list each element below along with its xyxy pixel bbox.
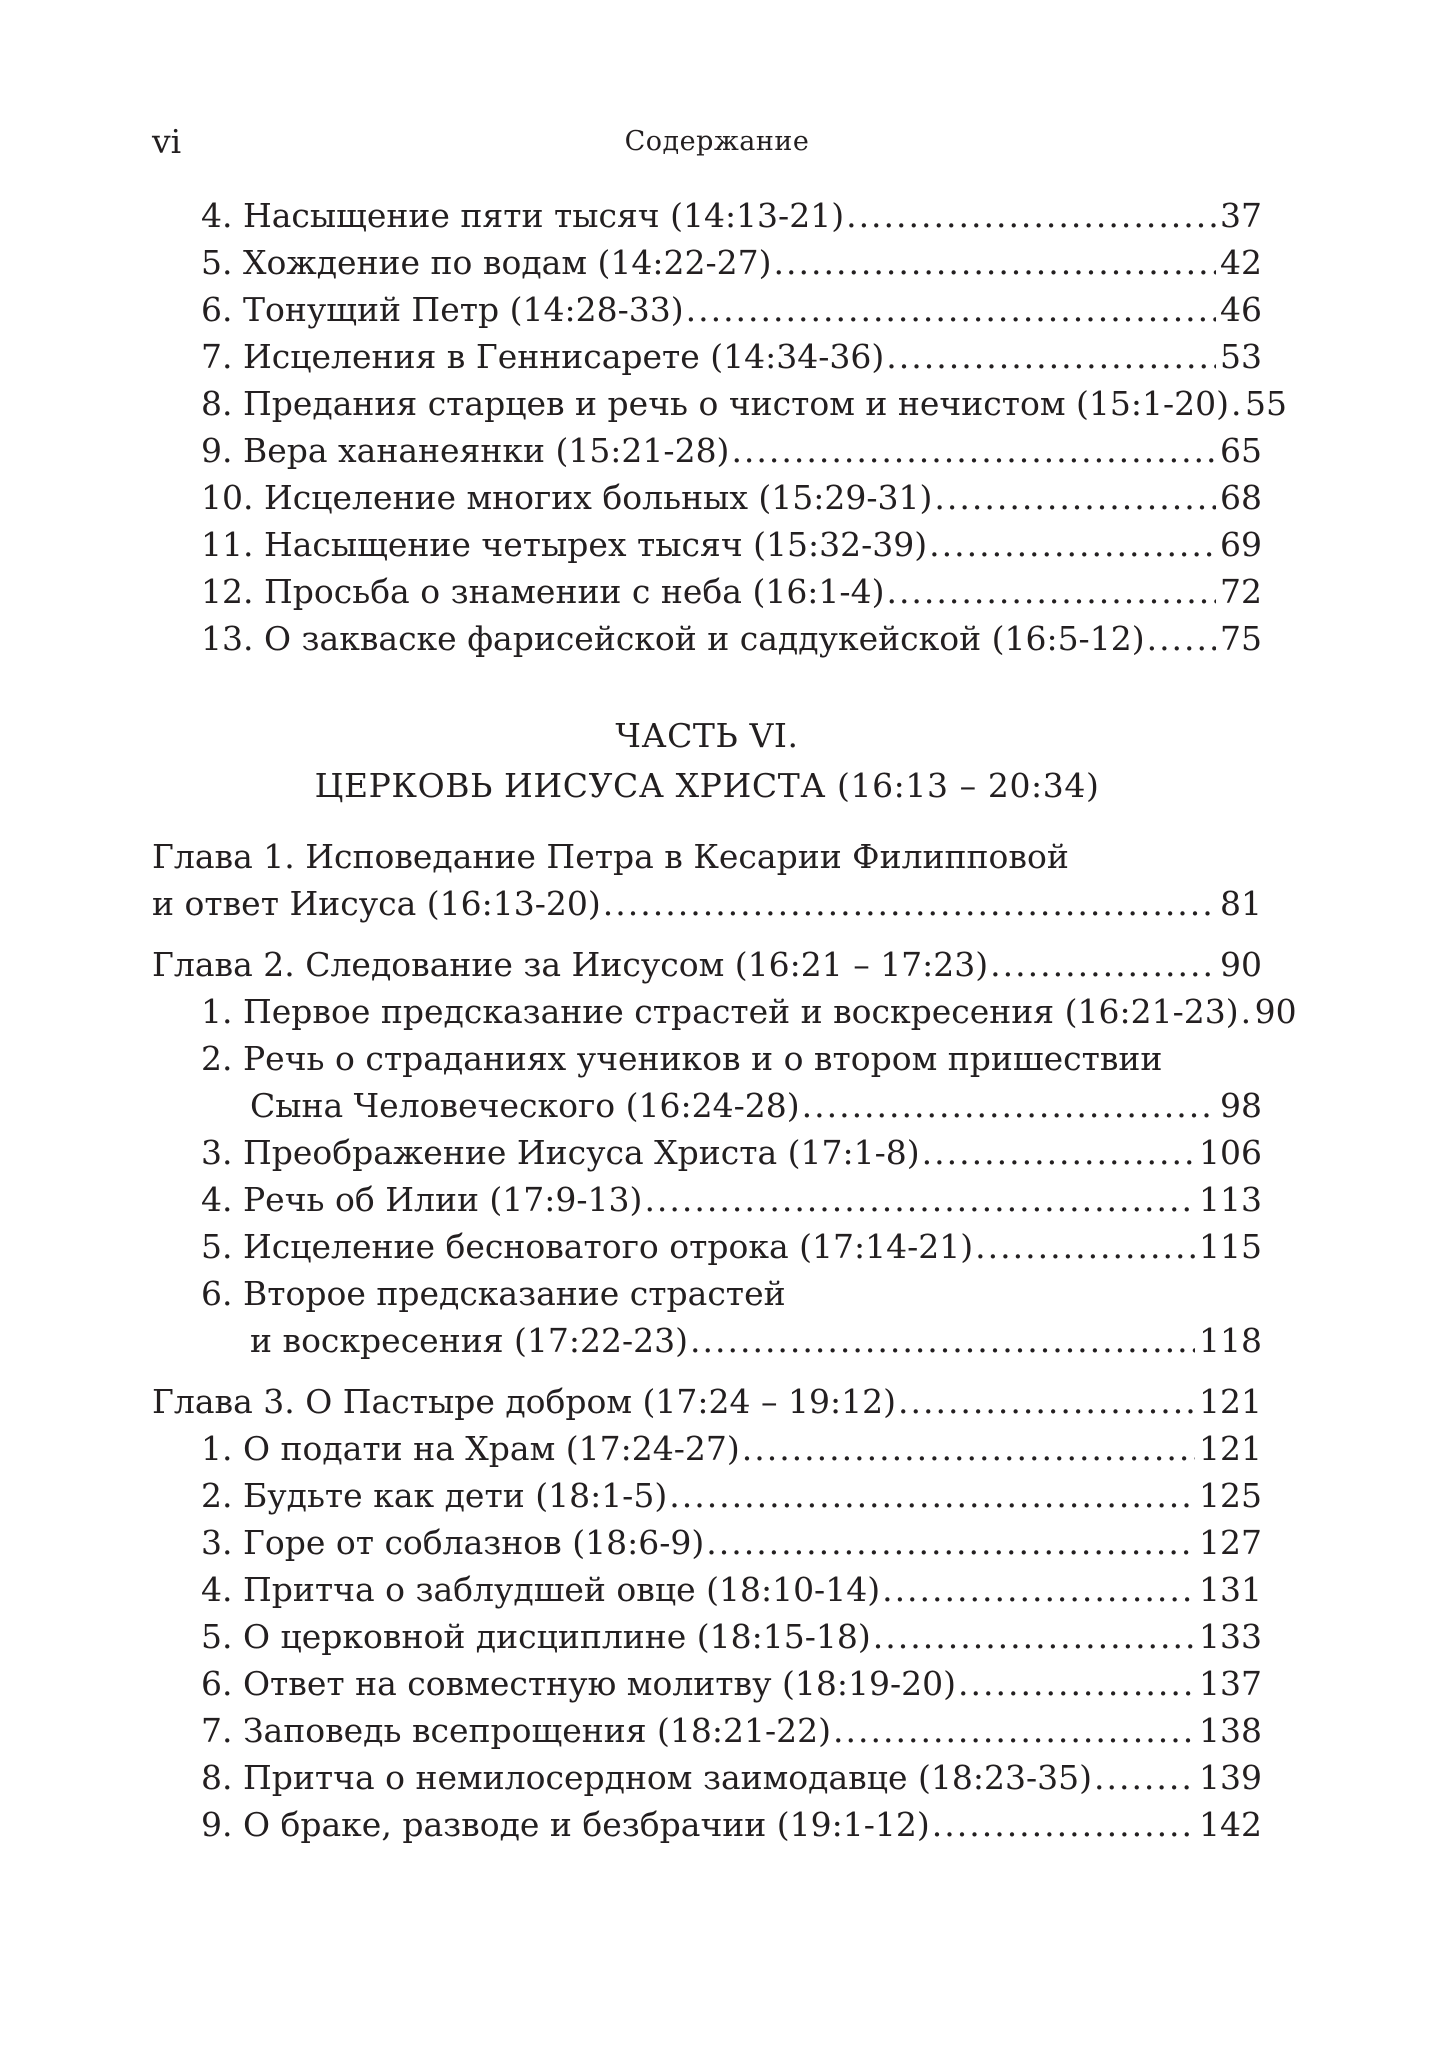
chapter-title: Глава 3. О Пастыре добром (17:24 – 19:12) — [152, 1382, 896, 1421]
dot-leader — [886, 568, 1216, 615]
part-title: ЦЕРКОВЬ ИИСУСА ХРИСТА (16:13 – 20:34) — [314, 766, 1100, 805]
dot-leader — [742, 1425, 1195, 1472]
entry-page: 106 — [1199, 1133, 1262, 1172]
toc-entry[interactable] — [152, 474, 1262, 521]
entry-title: 6. Ответ на совместную молитву (18:19-20) — [201, 1664, 957, 1703]
entry-title: 7. Исцеления в Геннисарете (14:34-36) — [201, 337, 885, 376]
chapter-title: Глава 2. Следование за Иисусом (16:21 – 17:23) — [152, 945, 989, 984]
entry-page: 55 — [1244, 384, 1287, 423]
toc-entry[interactable] — [152, 1801, 1262, 1848]
entry-page: 53 — [1220, 337, 1262, 376]
dot-leader — [1231, 380, 1241, 427]
toc-entry[interactable] — [152, 239, 1262, 286]
toc-entry[interactable] — [152, 192, 1262, 239]
toc-entry[interactable] — [152, 880, 1262, 927]
entry-page: 69 — [1220, 525, 1262, 564]
entry-page: 37 — [1220, 196, 1262, 235]
entry-title: 10. Исцеление многих больных (15:29-31) — [201, 478, 933, 517]
dot-leader — [1094, 1754, 1195, 1801]
dot-leader — [1147, 615, 1216, 662]
dot-leader — [774, 239, 1217, 286]
entry-title: Сына Человеческого (16:24-28) — [250, 1086, 800, 1125]
entry-page: 72 — [1220, 572, 1262, 611]
page-folio: vi — [152, 122, 182, 161]
entry-title: 4. Речь об Илии (17:9-13) — [201, 1180, 643, 1219]
entry-title: 3. Преображение Иисуса Христа (17:1-8) — [201, 1133, 920, 1172]
dot-leader — [833, 1707, 1195, 1754]
dot-leader — [882, 1566, 1195, 1613]
entry-title: и ответ Иисуса (16:13-20) — [152, 884, 601, 923]
chapter-entry[interactable] — [152, 1378, 1262, 1425]
dot-leader — [990, 941, 1216, 988]
entry-title: 5. Исцеление бесноватого отрока (17:14-21) — [201, 1227, 974, 1266]
entry-title: 1. О подати на Храм (17:24-27) — [201, 1429, 740, 1468]
dot-leader — [644, 1176, 1195, 1223]
entry-title: 11. Насыщение четырех тысяч (15:32-39) — [201, 525, 928, 564]
entry-page: 131 — [1199, 1570, 1262, 1609]
dot-leader — [932, 1801, 1195, 1848]
dot-leader — [934, 474, 1216, 521]
toc-entry[interactable] — [152, 1082, 1262, 1129]
entry-page: 115 — [1199, 1227, 1262, 1266]
entry-page: 42 — [1220, 243, 1262, 282]
entry-title-line[interactable]: 2. Речь о страданиях учеников и о втором пришествии — [201, 1039, 1163, 1078]
entry-page: 137 — [1199, 1664, 1262, 1703]
chapter-title[interactable]: Глава 1. Исповедание Петра в Кесарии Филипповой — [152, 837, 1069, 876]
dot-leader — [922, 1129, 1195, 1176]
dot-leader — [603, 880, 1216, 927]
toc-entry[interactable] — [152, 568, 1262, 615]
dot-leader — [873, 1613, 1195, 1660]
entry-page: 125 — [1199, 1476, 1262, 1515]
dot-leader — [686, 286, 1216, 333]
entry-title: 12. Просьба о знамении с неба (16:1-4) — [201, 572, 885, 611]
dot-leader — [886, 333, 1216, 380]
chapter-entry[interactable] — [152, 941, 1262, 988]
toc-entry[interactable] — [152, 521, 1262, 568]
dot-leader — [731, 427, 1216, 474]
entry-page: 121 — [1199, 1429, 1262, 1468]
entry-title: 2. Будьте как дети (18:1-5) — [201, 1476, 668, 1515]
entry-title: 6. Тонущий Петр (14:28-33) — [201, 290, 684, 329]
entry-page: 118 — [1199, 1321, 1262, 1360]
entry-page: 68 — [1220, 478, 1262, 517]
toc-entry[interactable] — [152, 1707, 1262, 1754]
entry-title-line[interactable]: 6. Второе предсказание страстей — [201, 1274, 786, 1313]
toc-entry[interactable] — [152, 1754, 1262, 1801]
dot-leader — [690, 1317, 1195, 1364]
table-of-contents — [152, 192, 1297, 1848]
toc-entry[interactable] — [152, 286, 1262, 333]
entry-title: 3. Горе от соблазнов (18:6-9) — [201, 1523, 705, 1562]
entry-title: 8. Притча о немилосердном заимодавце (18:23-35) — [201, 1758, 1092, 1797]
dot-leader — [802, 1082, 1216, 1129]
toc-entry[interactable] — [152, 1472, 1262, 1519]
entry-title: 7. Заповедь всепрощения (18:21-22) — [201, 1711, 832, 1750]
toc-entry[interactable] — [152, 1425, 1262, 1472]
toc-entry[interactable] — [152, 988, 1297, 1035]
dot-leader — [1241, 988, 1251, 1035]
entry-page: 133 — [1199, 1617, 1262, 1656]
dot-leader — [975, 1223, 1195, 1270]
entry-title: и воскресения (17:22-23) — [250, 1321, 688, 1360]
toc-entry[interactable] — [152, 1566, 1262, 1613]
toc-entry[interactable] — [152, 1317, 1262, 1364]
entry-title: 9. Вера хананеянки (15:21-28) — [201, 431, 730, 470]
running-title: Содержание — [624, 126, 810, 157]
dot-leader — [958, 1660, 1195, 1707]
dot-leader — [706, 1519, 1195, 1566]
entry-page: 139 — [1199, 1758, 1262, 1797]
toc-entry[interactable] — [152, 1129, 1262, 1176]
entry-page: 138 — [1199, 1711, 1262, 1750]
entry-page: 90 — [1254, 992, 1297, 1031]
entry-title: 9. О браке, разводе и безбрачии (19:1-12) — [201, 1805, 930, 1844]
toc-entry[interactable] — [152, 1613, 1262, 1660]
toc-entry[interactable] — [152, 615, 1262, 662]
entry-title: 8. Предания старцев и речь о чистом и нечистом (15:1-20) — [201, 384, 1229, 423]
entry-title: 1. Первое предсказание страстей и воскресения (16:21-23) — [201, 992, 1239, 1031]
entry-title: 5. О церковной дисциплине (18:15-18) — [201, 1617, 871, 1656]
entry-page: 142 — [1199, 1805, 1262, 1844]
toc-entry[interactable] — [152, 333, 1262, 380]
entry-page: 121 — [1199, 1382, 1262, 1421]
entry-page: 65 — [1220, 431, 1262, 470]
entry-page: 46 — [1220, 290, 1262, 329]
entry-page: 127 — [1199, 1523, 1262, 1562]
toc-entry[interactable] — [152, 1223, 1262, 1270]
dot-leader — [898, 1378, 1195, 1425]
entry-page: 98 — [1220, 1086, 1262, 1125]
dot-leader — [929, 521, 1216, 568]
dot-leader — [669, 1472, 1195, 1519]
entry-title: 4. Притча о заблудшей овце (18:10-14) — [201, 1570, 881, 1609]
toc-entry[interactable] — [152, 1519, 1262, 1566]
part-heading — [152, 711, 1262, 811]
running-head — [0, 122, 1434, 166]
entry-title: 13. О закваске фарисейской и саддукейской (16:5-12) — [201, 619, 1145, 658]
entry-page: 81 — [1220, 884, 1262, 923]
part-label: ЧАСТЬ VI. — [615, 716, 799, 755]
entry-page: 75 — [1220, 619, 1262, 658]
dot-leader — [846, 192, 1216, 239]
entry-page: 113 — [1199, 1180, 1262, 1219]
toc-entry[interactable] — [152, 380, 1287, 427]
toc-entry[interactable] — [152, 1660, 1262, 1707]
toc-entry[interactable] — [152, 1176, 1262, 1223]
toc-entry[interactable] — [152, 427, 1262, 474]
entry-title: 4. Насыщение пяти тысяч (14:13-21) — [201, 196, 845, 235]
entry-title: 5. Хождение по водам (14:22-27) — [201, 243, 772, 282]
entry-page: 90 — [1220, 945, 1262, 984]
